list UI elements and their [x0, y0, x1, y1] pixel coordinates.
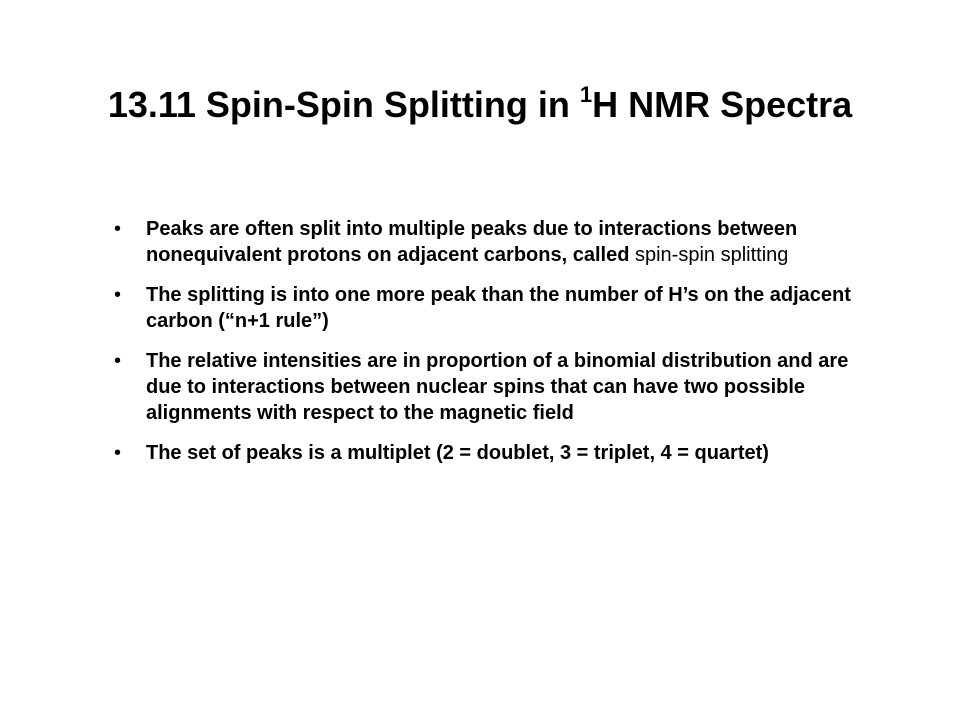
bullet-icon: •	[114, 350, 122, 372]
bullet-icon: •	[114, 284, 122, 306]
slide-title	[80, 80, 880, 130]
bullet-item	[112, 348, 862, 426]
bullet-text: The set of peaks is a multiplet (2 = doublet, 3 = triplet, 4 = quartet)	[146, 442, 769, 464]
bullet-text: The relative intensities are in proportion of a binomial distribution and are due to interactions between nuclear spins that can have two possible alignments with respect to the magnetic field	[146, 350, 849, 424]
bullet-icon: •	[114, 442, 122, 464]
bullet-text: Peaks are often split into multiple peaks due to interactions between nonequivalent protons on adjacent carbons, called	[146, 218, 798, 266]
bullet-text: The splitting is into one more peak than the number of H’s on the adjacent carbon (“n+1 rule”)	[146, 284, 851, 332]
title-text-before: 13.11 Spin-Spin Splitting in	[107, 84, 580, 125]
bullet-item	[112, 282, 862, 334]
bullet-list	[112, 216, 862, 480]
bullet-icon: •	[114, 218, 122, 240]
bullet-item	[112, 216, 862, 268]
title-text-after: H NMR Spectra	[592, 84, 853, 125]
bullet-term: spin-spin splitting	[634, 244, 789, 266]
title-superscript: 1	[579, 82, 593, 107]
bullet-item	[112, 440, 862, 466]
